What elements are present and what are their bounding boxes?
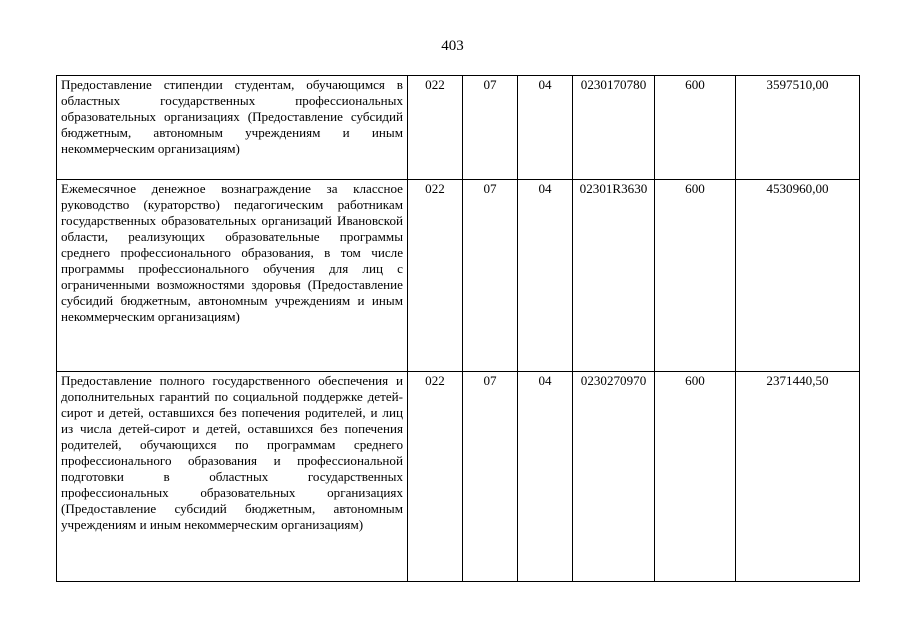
target-article-code: 02301R3630 bbox=[573, 180, 655, 372]
expense-type-code: 600 bbox=[655, 180, 736, 372]
expense-description: Предоставление полного государственного обеспечения и дополнительных гарантий по социальной поддержке детей-сирот и детей, оставшихся без попечения родителей, и лиц из числа детей-сирот и детей, оставшихся без попечения родителей, обучающихся по программам среднего профессионального образования и профессиональной подготовки в областных государственных профессиональных образовательных организациях (Предоставление субсидий бюджетным, автономным учреждениям и иным некоммерческим организациям) bbox=[57, 372, 408, 582]
ministry-code: 022 bbox=[408, 372, 463, 582]
expense-description: Ежемесячное денежное вознаграждение за классное руководство (кураторство) педагогическим работникам государственных образовательных организаций Ивановской области, реализующих образовательные программы среднего профессионального образования, в том числе программы профессионального обучения для лиц с ограниченными возможностями здоровья (Предоставление субсидий бюджетным, автономным учреждениям и иным некоммерческим организациям) bbox=[57, 180, 408, 372]
subsection-code: 04 bbox=[518, 372, 573, 582]
target-article-code: 0230270970 bbox=[573, 372, 655, 582]
target-article-code: 0230170780 bbox=[573, 76, 655, 180]
amount-value: 4530960,00 bbox=[736, 180, 860, 372]
ministry-code: 022 bbox=[408, 180, 463, 372]
table-row bbox=[57, 180, 860, 372]
subsection-code: 04 bbox=[518, 180, 573, 372]
section-code: 07 bbox=[463, 180, 518, 372]
subsection-code: 04 bbox=[518, 76, 573, 180]
section-code: 07 bbox=[463, 372, 518, 582]
expense-type-code: 600 bbox=[655, 76, 736, 180]
page-number: 403 bbox=[441, 38, 464, 54]
table-row bbox=[57, 76, 860, 180]
amount-value: 3597510,00 bbox=[736, 76, 860, 180]
ministry-code: 022 bbox=[408, 76, 463, 180]
amount-value: 2371440,50 bbox=[736, 372, 860, 582]
table-row bbox=[57, 372, 860, 582]
budget-table bbox=[56, 75, 860, 582]
expense-description: Предоставление стипендии студентам, обучающимся в областных государственных профессиональных образовательных организациях (Предоставление субсидий бюджетным, автономным учреждениям и иным некоммерческим организациям) bbox=[57, 76, 408, 180]
section-code: 07 bbox=[463, 76, 518, 180]
expense-type-code: 600 bbox=[655, 372, 736, 582]
